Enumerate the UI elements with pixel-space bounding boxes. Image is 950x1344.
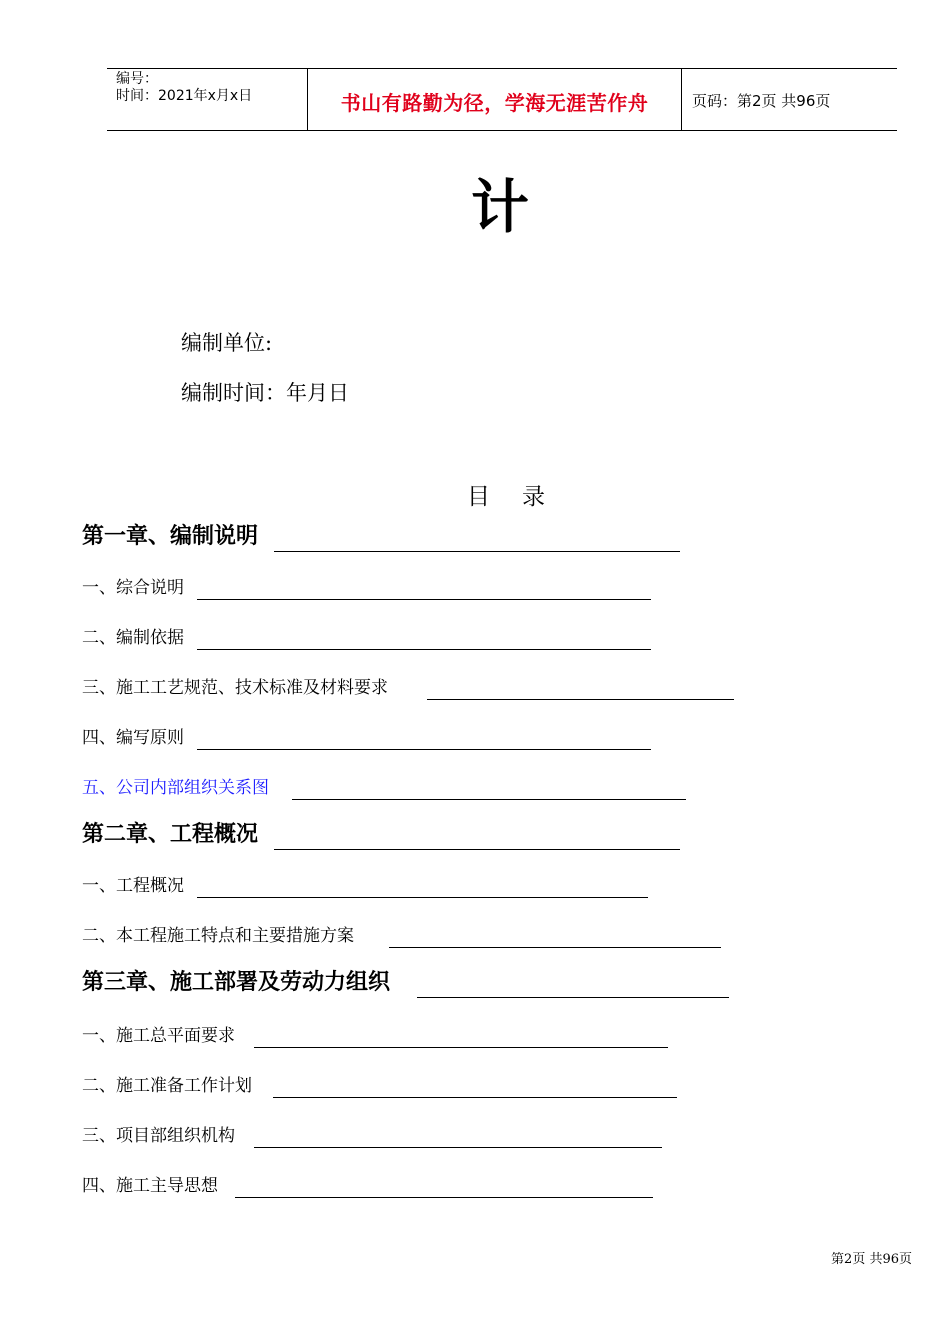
toc-leader-line: [273, 1097, 677, 1098]
toc-leader-line: [274, 551, 680, 552]
toc-entry[interactable]: [82, 1168, 653, 1198]
document-number-label: 编号：: [116, 71, 158, 87]
toc-leader-line: [254, 1147, 662, 1148]
toc-leader-line: [197, 649, 651, 650]
toc-entry-label: 二、施工准备工作计划: [82, 1076, 252, 1096]
document-time-label: 时间：2021年x月x日: [116, 88, 253, 104]
toc-entry[interactable]: [82, 1068, 677, 1098]
page-header: [107, 68, 897, 131]
compile-time: 编制时间：年月日: [181, 381, 349, 405]
toc-leader-line: [427, 699, 734, 700]
toc-leader-line: [197, 599, 651, 600]
toc-entry[interactable]: [82, 522, 680, 552]
compiler-unit: 编制单位:: [181, 331, 273, 355]
toc-heading: [467, 478, 545, 511]
header-page-info: 页码：第2页 共96页: [692, 92, 831, 110]
toc-leader-line: [254, 1047, 668, 1048]
header-motto-cell: [308, 69, 682, 130]
toc-entry-label: 三、项目部组织机构: [82, 1126, 235, 1146]
toc-leader-line: [197, 897, 648, 898]
toc-entry-label: 二、本工程施工特点和主要措施方案: [82, 926, 354, 946]
toc-entry-label: 四、施工主导思想: [82, 1176, 218, 1196]
document-title: 计: [470, 173, 529, 241]
toc-entry-label: 第二章、工程概况: [82, 822, 259, 847]
toc-leader-line: [197, 749, 651, 750]
toc-leader-line: [274, 849, 680, 850]
toc-entry[interactable]: [82, 868, 648, 898]
toc-entry[interactable]: [82, 620, 651, 650]
toc-entry-label: 第三章、施工部署及劳动力组织: [82, 970, 391, 995]
toc-entry-label: 三、施工工艺规范、技术标准及材料要求: [82, 678, 388, 698]
toc-entry-label[interactable]: 五、公司内部组织关系图: [82, 778, 269, 798]
toc-entry-label: 一、工程概况: [82, 876, 184, 896]
toc-leader-line: [389, 947, 721, 948]
toc-heading-left: 目: [467, 484, 490, 510]
toc-entry-link[interactable]: [82, 770, 686, 800]
toc-entry[interactable]: [82, 968, 729, 998]
toc-entry[interactable]: [82, 820, 680, 850]
header-motto: 书山有路勤为径，学海无涯苦作舟: [340, 91, 649, 115]
toc-entry-label: 四、编写原则: [82, 728, 184, 748]
page-footer: 第2页 共96页: [831, 1252, 912, 1267]
toc-entry[interactable]: [82, 570, 651, 600]
toc-entry[interactable]: [82, 918, 721, 948]
toc-heading-right: 录: [522, 484, 545, 510]
toc-entry[interactable]: [82, 1118, 662, 1148]
toc-leader-line: [235, 1197, 653, 1198]
toc-entry[interactable]: [82, 670, 734, 700]
toc-leader-line: [417, 997, 729, 998]
toc-entry[interactable]: [82, 1018, 668, 1048]
toc-entry[interactable]: [82, 720, 651, 750]
toc-leader-line: [292, 799, 686, 800]
header-page-cell: [682, 69, 897, 130]
header-meta-cell: [107, 69, 308, 130]
toc-entry-label: 一、综合说明: [82, 578, 184, 598]
toc-entry-label: 第一章、编制说明: [82, 524, 259, 549]
toc-entry-label: 二、编制依据: [82, 628, 184, 648]
toc-entry-label: 一、施工总平面要求: [82, 1026, 235, 1046]
